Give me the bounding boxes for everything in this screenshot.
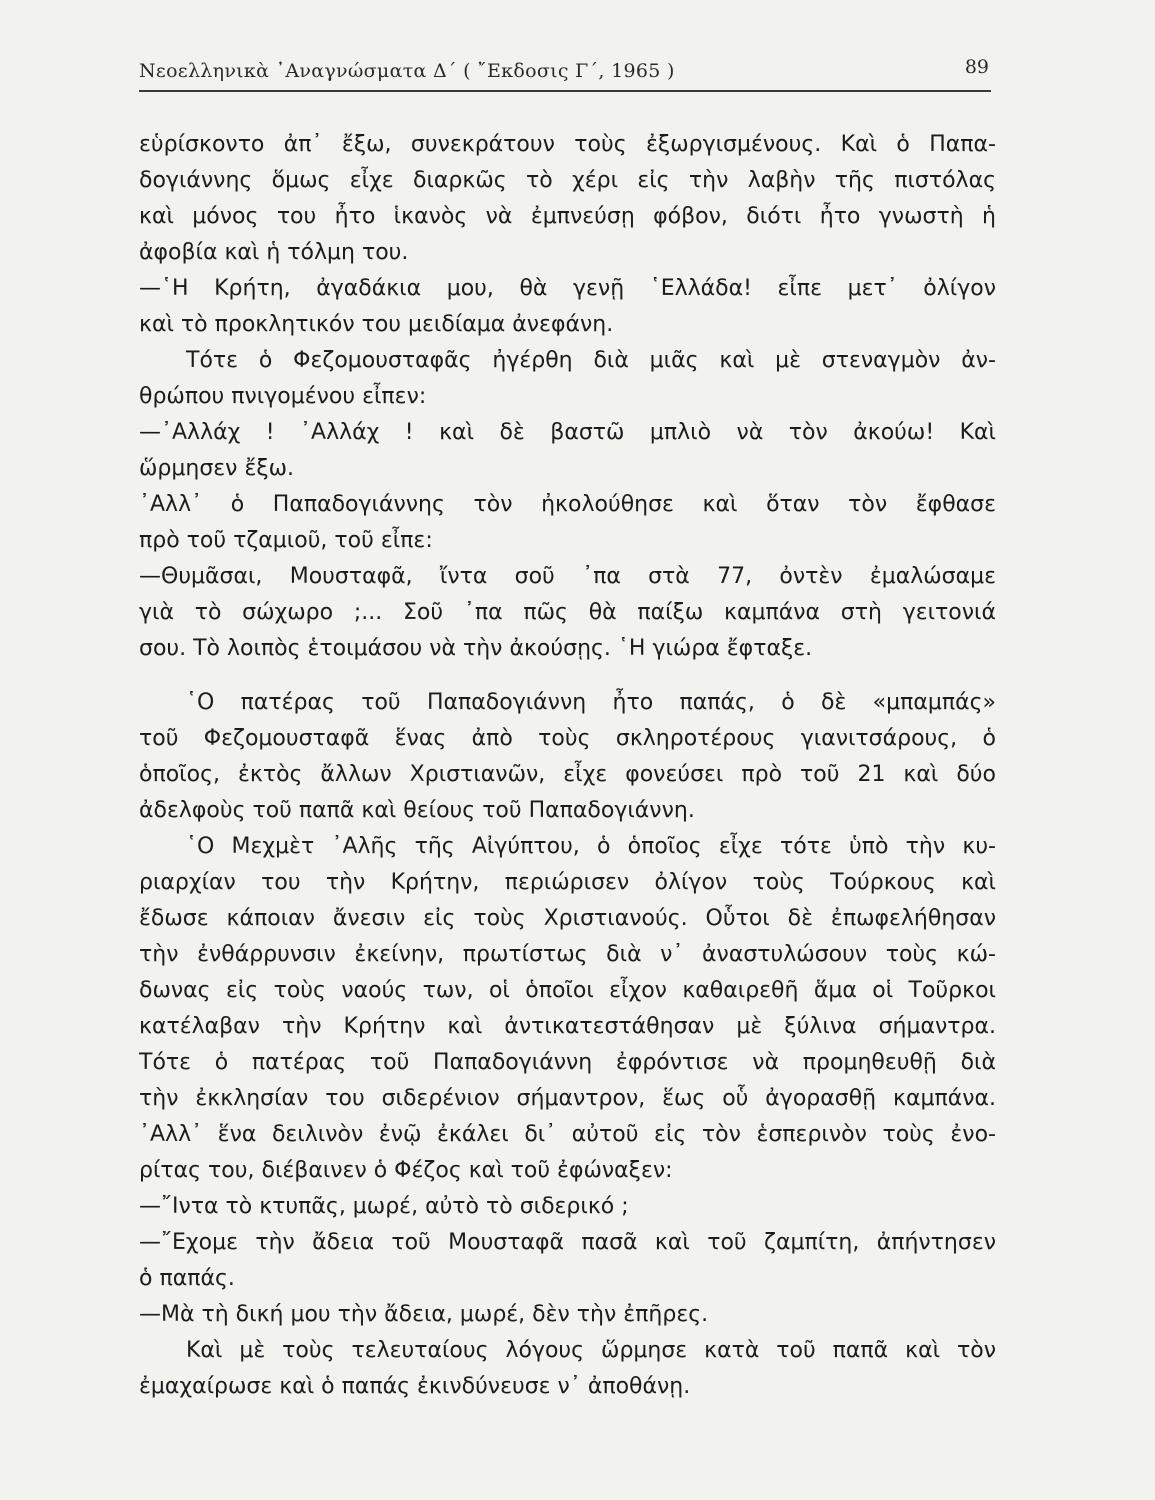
text-line: ὥρμησεν ἔξω. — [139, 456, 295, 481]
running-header — [139, 52, 991, 92]
text-line: ρίτας του, διέβαινεν ὁ Φέζος καὶ τοῦ ἐφώναξεν: — [139, 1158, 673, 1183]
text-line: καὶ μόνος του ἦτο ἱκανὸς νὰ ἐμπνεύσῃ φόβον, διότι ἦτο γνωστὴ ἡ — [139, 204, 996, 229]
text-line: δογιάννης ὅμως εἶχε διαρκῶς τὸ χέρι εἰς τὴν λαβὴν τῆς πιστόλας — [139, 168, 996, 193]
text-line: τὴν ἐνθάρρυνσιν ἐκείνην, πρωτίστως διὰ ν᾿ ἀναστυλώσουν τοὺς κώ- — [139, 942, 996, 967]
dialogue-paragraph — [139, 1189, 996, 1225]
text-line: τοῦ Φεζομουσταφᾶ ἕνας ἀπὸ τοὺς σκληροτέρους γιανιτσάρους, ὁ — [139, 726, 996, 751]
text-line: σου. Τὸ λοιπὸς ἑτοιμάσου νὰ τὴν ἀκούσῃς. ῾Η γιώρα ἔφταξε. — [139, 636, 813, 661]
text-line: —Θυμᾶσαι, Μουσταφᾶ, ἴντα σοῦ ᾿πα στὰ 77, ὀντὲν ἐμαλώσαμε — [139, 564, 996, 589]
dialogue-paragraph — [139, 1225, 996, 1297]
text-line: τὴν ἐκκλησίαν του σιδερένιον σήμαντρον, ἕως οὗ ἀγορασθῇ καμπάνα. — [139, 1086, 996, 1111]
paragraph — [139, 829, 996, 1189]
text-line: ῾Ο Μεχμὲτ ᾿Αλῆς τῆς Αἰγύπτου, ὁ ὁποῖος εἶχε τότε ὑπὸ τὴν κυ- — [186, 834, 996, 859]
text-line: Τότε ὁ πατέρας τοῦ Παπαδογιάννη ἐφρόντισε νὰ προμηθευθῇ διὰ — [139, 1050, 996, 1075]
text-line: —᾿Αλλάχ ! ᾿Αλλάχ ! καὶ δὲ βαστῶ μπλιὸ νὰ τὸν ἀκούω! Καὶ — [139, 420, 996, 445]
text-line: καὶ τὸ προκλητικόν του μειδίαμα ἀνεφάνη. — [139, 312, 614, 337]
text-line: ὁποῖος, ἐκτὸς ἄλλων Χριστιανῶν, εἶχε φονεύσει πρὸ τοῦ 21 καὶ δύο — [139, 762, 996, 787]
dialogue-paragraph — [139, 271, 996, 343]
text-line: δωνας εἰς τοὺς ναούς των, οἱ ὁποῖοι εἶχον καθαιρεθῆ ἅμα οἱ Τοῦρκοι — [139, 978, 996, 1003]
text-line: κατέλαβαν τὴν Κρήτην καὶ ἀντικατεστάθησαν μὲ ξύλινα σήμαντρα. — [139, 1014, 996, 1039]
text-line: —῎Ιντα τὸ κτυπᾶς, μωρέ, αὐτὸ τὸ σιδερικό ; — [139, 1194, 629, 1219]
paragraph — [139, 487, 996, 559]
paragraph — [139, 685, 996, 829]
section-gap — [139, 667, 996, 685]
dialogue-paragraph — [139, 559, 996, 667]
text-line: Καὶ μὲ τοὺς τελευταίους λόγους ὥρμησε κατὰ τοῦ παπᾶ καὶ τὸν — [186, 1338, 996, 1363]
text-line: ἀφοβία καὶ ἡ τόλμη του. — [139, 240, 409, 265]
body-text — [139, 127, 996, 1405]
header-title: Νεοελληνικὰ ᾿Αναγνώσματα Δ΄ ( ῎Εκδοσις Γ΄, 1965 ) — [139, 60, 675, 82]
text-line: ὁ παπάς. — [139, 1266, 235, 1291]
text-line: πρὸ τοῦ τζαμιοῦ, τοῦ εἶπε: — [139, 528, 433, 553]
text-line: ἀδελφοὺς τοῦ παπᾶ καὶ θείους τοῦ Παπαδογιάννη. — [139, 798, 695, 823]
text-line: ᾿Αλλ᾿ ἕνα δειλινὸν ἐνῷ ἐκάλει δι᾿ αὐτοῦ εἰς τὸν ἑσπερινὸν τοὺς ἐνο- — [139, 1122, 996, 1147]
text-line: ἐμαχαίρωσε καὶ ὁ παπάς ἐκινδύνευσε ν᾿ ἀποθάνῃ. — [139, 1374, 691, 1399]
text-line: ριαρχίαν του τὴν Κρήτην, περιώρισεν ὀλίγον τοὺς Τούρκους καὶ — [139, 870, 996, 895]
text-line: θρώπου πνιγομένου εἶπεν: — [139, 384, 427, 409]
dialogue-paragraph — [139, 415, 996, 487]
text-line: εὑρίσκοντο ἀπ᾿ ἔξω, συνεκράτουν τοὺς ἐξωργισμένους. Καὶ ὁ Παπα- — [139, 132, 996, 157]
text-line: ἔδωσε κάποιαν ἄνεσιν εἰς τοὺς Χριστιανούς. Οὗτοι δὲ ἐπωφελήθησαν — [139, 906, 996, 931]
paragraph — [139, 1333, 996, 1405]
text-line: Τότε ὁ Φεζομουσταφᾶς ἠγέρθη διὰ μιᾶς καὶ μὲ στεναγμὸν ἀν- — [186, 348, 996, 373]
text-line: —῎Εχομε τὴν ἄδεια τοῦ Μουσταφᾶ πασᾶ καὶ τοῦ ζαμπίτη, ἀπήντησεν — [139, 1230, 996, 1255]
page-number: 89 — [964, 56, 989, 78]
paragraph — [139, 343, 996, 415]
text-line: —Μὰ τὴ δική μου τὴν ἄδεια, μωρέ, δὲν τὴν ἐπῆρες. — [139, 1302, 709, 1327]
text-line: —῾Η Κρήτη, ἀγαδάκια μου, θὰ γενῇ ῾Ελλάδα! εἶπε μετ᾿ ὀλίγον — [139, 276, 996, 301]
text-line: ᾿Αλλ᾿ ὁ Παπαδογιάννης τὸν ἠκολούθησε καὶ ὅταν τὸν ἔφθασε — [139, 492, 996, 517]
text-line: γιὰ τὸ σώχωρο ;... Σοῦ ᾿πα πῶς θὰ παίξω καμπάνα στὴ γειτονιά — [139, 600, 996, 625]
dialogue-paragraph — [139, 1297, 996, 1333]
text-line: ῾Ο πατέρας τοῦ Παπαδογιάννη ἦτο παπάς, ὁ δὲ «μπαμπάς» — [186, 690, 996, 715]
paragraph — [139, 127, 996, 271]
